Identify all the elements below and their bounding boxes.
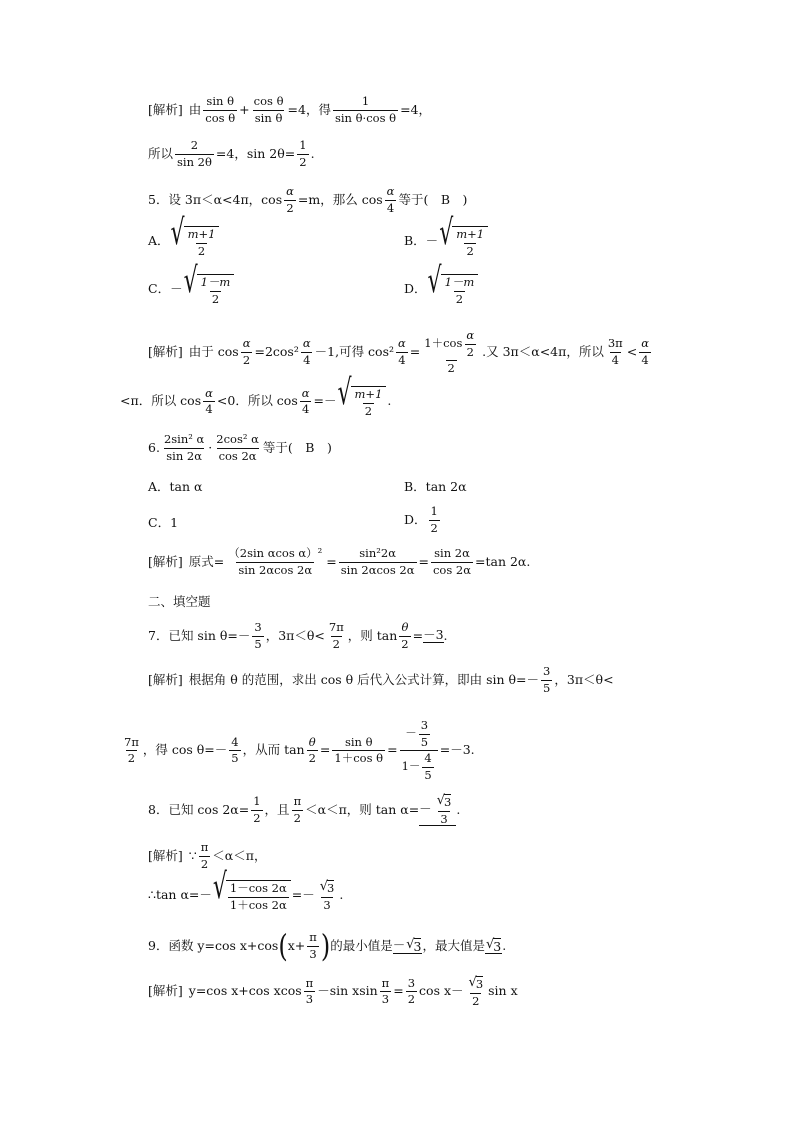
analysis-line-2: 所以 $\frac{2}{\sin 2\theta}$ =4，sin 2θ= $\frac{1}{2}$ . <box>148 138 315 169</box>
analysis-6: [解析] 原式= $\frac{\text{（2sin αcos α）²}}{\sin 2\alpha\cos 2\alpha}$ = $\frac{\text{sin²2α}}{\sin 2\alpha\cos 2\alpha}$ = $\frac{\sin 2\alpha}{\cos 2\alpha}$ =tan 2α. <box>148 546 531 577</box>
question-7: 7．已知 sin θ=－ $\frac{3}{5}$ ，3π＜θ< $\frac{7\pi}{2}$ ，则 tan $\frac{\theta}{2}$ = －3 . <box>148 620 448 651</box>
question-9: 9．函数 y=cos x+cos ( x+ $\frac{\pi}{3}$ ) 的最小值是 － √ 3 ，最大值是 √ 3 . <box>148 927 507 965</box>
q6-option-b: B．tan 2α <box>404 479 467 494</box>
analysis-7-line-1: [解析] 根据角 θ 的范围，求出 cos θ 后代入公式计算，即由 sin θ=－ $\frac{3}{5}$ ，3π＜θ< <box>148 664 614 695</box>
section-heading: 二、填空题 <box>148 594 211 609</box>
fraction: $\frac{1}{\text{sin θ·cos θ}}$ <box>334 94 397 125</box>
analysis-tag: [解析] <box>148 101 183 117</box>
fraction: $\frac{\text{sin θ}}{\text{cos θ}}$ <box>205 94 236 125</box>
q6-option-c: C．1 <box>148 515 179 530</box>
option-b: B．－ √ $\frac{m+1}{2}$ <box>404 226 489 257</box>
answer-blank: √ 3 <box>485 936 502 954</box>
analysis-8-line-1: [解析] ∵ $\frac{\pi}{2}$ ＜α＜π， <box>148 840 267 871</box>
analysis-7-line-2: $\frac{7\pi}{2}$ ，得 cos θ=－ $\frac{4}{5}$ ，从而 tan $\frac{\theta}{2}$ = $\frac{\text{sin θ}}{\text{1＋cos θ}}$ = － $\frac{3}{5}$ 1－ $\frac{4}{5}$ =－3. <box>124 718 475 782</box>
analysis-8-line-2: ∴tan α=－ √ $\frac{1-\cos 2\alpha}{1+\cos 2\alpha}$ =－ √ 3 3 . <box>148 867 344 912</box>
fraction: $\frac{1}{2}$ <box>299 138 307 169</box>
analysis-5-line-2: <π．所以 cos $\frac{\alpha}{4}$ <0．所以 cos $\frac{\alpha}{4}$ =－ √ $\frac{m+1}{2}$ . <box>120 373 392 418</box>
answer-blank: － √ 3 3 <box>419 794 456 826</box>
question-6: 6. $\frac{\text{2sin² α}}{\sin 2\alpha}$ · $\frac{\text{2cos² α}}{\cos 2\alpha}$ 等于( B ) <box>148 432 332 463</box>
analysis-line-1: [解析] 由 $\frac{\text{sin θ}}{\text{cos θ}}$ + $\frac{\text{cos θ}}{\text{sin θ}}$ =4，得 $\frac{1}{\text{sin θ·cos θ}}$ =4， <box>148 94 432 125</box>
answer-blank: － √ 3 <box>392 936 422 954</box>
analysis-9: [解析] y=cos x+cos xcos $\frac{\pi}{3}$ －sin xsin $\frac{\pi}{3}$ = $\frac{3}{2}$ cos x－ √ 3 2 sin x <box>148 975 518 1008</box>
option-c: C．－ √ $\frac{1-m}{2}$ <box>148 274 235 305</box>
analysis-5-line-1: [解析] 由于 cos $\frac{\alpha}{2}$ =2cos² $\frac{\alpha}{4}$ －1,可得 cos² $\frac{\alpha}{4}$ = 1＋cos $\frac{\alpha}{2}$ 2 .又 3π＜α<4π，所以 $\frac{3\pi}{4}$ < $\frac{\alpha}{4}$ <box>148 328 649 375</box>
fraction: $\frac{2}{\sin 2\theta}$ <box>177 138 212 169</box>
answer-blank: －3 <box>423 627 444 643</box>
fraction: $\frac{\text{cos θ}}{\text{sin θ}}$ <box>253 94 284 125</box>
option-a: A． √ $\frac{m+1}{2}$ <box>148 226 220 257</box>
option-d: D． √ $\frac{1-m}{2}$ <box>404 274 479 305</box>
q6-option-d: D． $\frac{1}{2}$ <box>404 504 438 535</box>
question-8: 8．已知 cos 2α= $\frac{1}{2}$ ，且 $\frac{\pi}{2}$ ＜α＜π，则 tan α= － √ 3 3 . <box>148 793 461 826</box>
q6-option-a: A．tan α <box>148 479 203 494</box>
question-5: 5．设 3π＜α<4π，cos $\frac{\alpha}{2}$ =m，那么 cos $\frac{\alpha}{4}$ 等于( B ) <box>148 184 468 215</box>
